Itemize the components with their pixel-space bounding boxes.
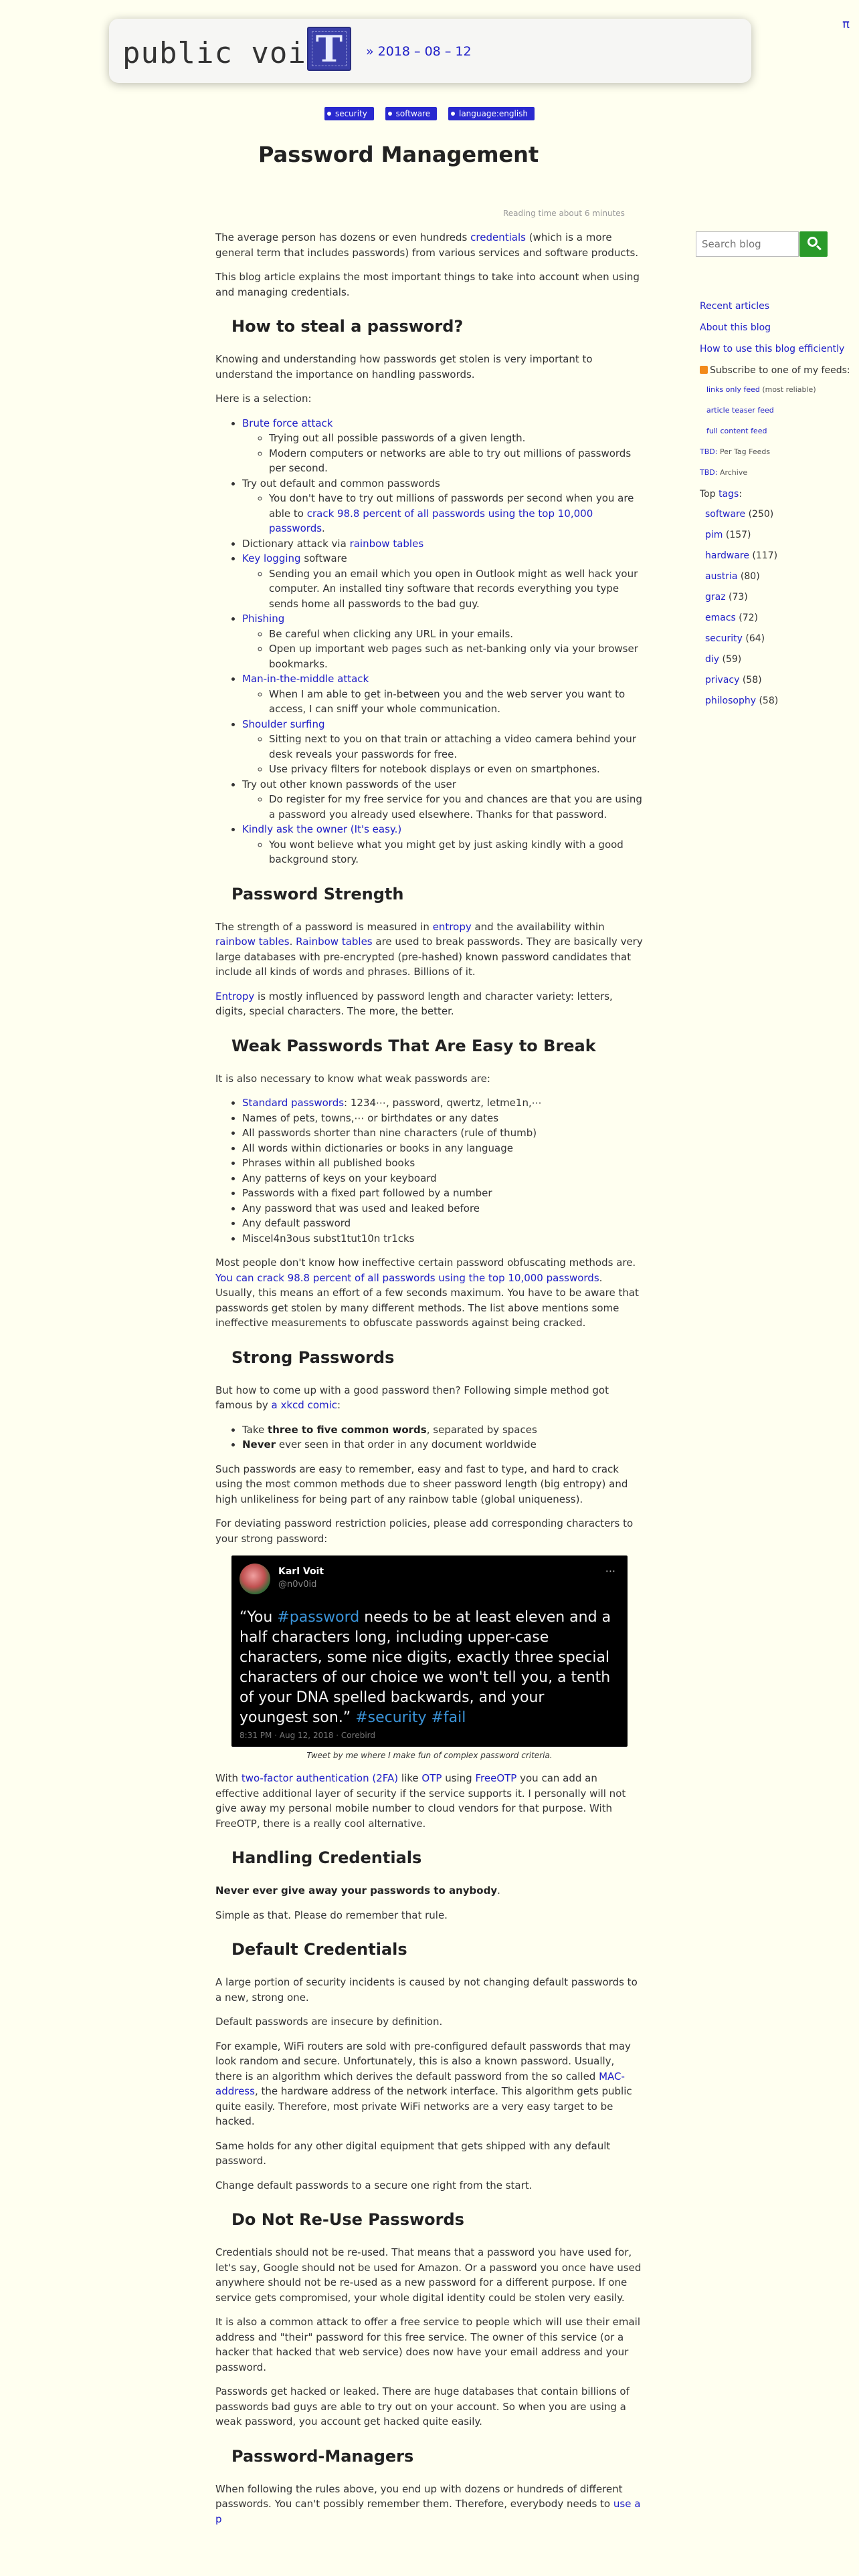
top-tag-item <box>705 695 859 706</box>
top-tag-link-philosophy[interactable]: philosophy <box>705 695 757 706</box>
list-item: • Key logging software ◦ Sending you an email which you open in Outlook might as well hack your computer. An installed tiny software that records everything you type sends home all passwords to the bad guy. <box>242 551 644 611</box>
site-logo-icon[interactable]: T <box>307 27 351 71</box>
list-item: • Standard passwords: 1234⋯, password, qwertz, letme1n,⋯ <box>242 1095 644 1111</box>
heading-weak-passwords: Weak Passwords That Are Easy to Break <box>231 1036 596 1055</box>
list-item: ◦ You wont believe what you might get by just asking kindly with a good background story. <box>269 837 644 867</box>
feed-full-content-link[interactable]: full content feed <box>706 427 767 435</box>
article-tags <box>0 107 859 120</box>
top-tag-link-austria[interactable]: austria <box>705 571 738 582</box>
list-item: ◦ Open up important web pages such as net-banking only via your browser bookmarks. <box>269 641 644 671</box>
site-logo-text[interactable]: public voi <box>122 36 306 70</box>
search-button[interactable] <box>799 231 828 257</box>
tweet-caption: Tweet by me where I make fun of complex password criteria. <box>306 1751 553 1760</box>
default-paragraph-5: Change default passwords to a secure one right from the start. <box>215 2179 533 2191</box>
otp-link[interactable]: OTP <box>421 1772 442 1784</box>
top-tag-count: (59) <box>722 654 742 665</box>
more-options-icon[interactable]: ··· <box>605 1565 615 1578</box>
heading-default-credentials: Default Credentials <box>231 1940 407 1959</box>
mac-address-link[interactable]: MAC-address <box>215 2070 625 2097</box>
list-item: • Try out other known passwords of the user ◦ Do register for my free service for you and chances are that you are using a password you already used elsewhere. Thanks for that password. <box>242 777 644 823</box>
default-paragraph-1: A large portion of security incidents is caused by not changing default passwords to a new, strong one. <box>215 1976 638 2004</box>
top-tags-link[interactable]: tags <box>719 489 739 500</box>
list-item <box>242 671 644 717</box>
hashtag-security[interactable]: #security <box>355 1709 427 1726</box>
list-item: ◦ When I am able to get in-between you and the web server you want to access, I can sniff your whole communication. <box>269 687 644 717</box>
sidebar-recent-articles[interactable]: Recent articles <box>700 301 770 312</box>
tbd-per-tag-feeds: TBD: Per Tag Feeds <box>700 447 771 456</box>
reading-time: Reading time about 6 minutes <box>503 209 625 218</box>
list-item: ◦ Be careful when clicking any URL in your emails. <box>269 627 644 642</box>
page-title: Password Management <box>258 142 539 167</box>
brute-force-link[interactable]: Brute force attack <box>242 417 333 429</box>
top-tag-item <box>705 571 859 582</box>
weak-paragraph-2: Most people don't know how ineffective certain password obfuscating methods are. You can crack 98.8 percent of all passwords using the top 10,000 passwords. Usually, this means an effort of a few seconds maximum. You have to be aware that passwords get stolen by many different methods. The list above mentions some ineffective measurements to obfuscate passwords against being cracked. <box>215 1257 639 1329</box>
heading-password-managers: Password-Managers <box>231 2446 414 2466</box>
list-item: • Any default password <box>242 1216 644 1231</box>
top-tag-link-privacy[interactable]: privacy <box>705 675 740 685</box>
top-tag-count: (72) <box>739 613 759 623</box>
top-tag-count: (157) <box>725 530 751 540</box>
top-tag-count: (117) <box>752 550 778 561</box>
feed-note: (most reliable) <box>759 385 816 394</box>
heading-password-strength: Password Strength <box>231 884 404 903</box>
tweet-timestamp: 8:31 PM · Aug 12, 2018 · Corebird <box>240 1731 375 1740</box>
list-item <box>242 717 644 777</box>
handling-paragraph-1: Never ever give away your passwords to anybody. <box>215 1885 500 1897</box>
rss-icon <box>700 366 708 374</box>
sidebar-how-to-use[interactable]: How to use this blog efficiently <box>700 344 845 354</box>
top-tag-count: (73) <box>729 592 748 603</box>
subscribe-text: Subscribe to one of my feeds: <box>710 365 850 376</box>
feed-article-teaser-link[interactable]: article teaser feed <box>706 406 774 415</box>
feed-links-only <box>706 385 859 394</box>
list-item <box>242 822 644 867</box>
reuse-paragraph-2: It is also a common attack to offer a free service to people which will use their email address and "their" password for this free service. The owner of this service (or a hacker that hacked that web service) does now have your email address and your password. <box>215 2316 641 2373</box>
use-password-manager-link[interactable]: use a p <box>215 2498 641 2525</box>
weak-password-list <box>215 1095 644 1246</box>
attack-list <box>215 416 644 867</box>
top-tag-count: (250) <box>748 509 774 520</box>
top-tag-link-security[interactable]: security <box>705 633 743 644</box>
shoulder-surfing-link[interactable]: Shoulder surfing <box>242 718 325 730</box>
list-item: • Phrases within all published books <box>242 1156 644 1171</box>
xkcd-link[interactable]: a xkcd comic <box>271 1399 338 1411</box>
list-item: ◦ Use privacy filters for notebook displays or even on smartphones. <box>269 762 644 777</box>
tweet-author-handle: @n0v0id <box>278 1580 317 1590</box>
list-item: • Dictionary attack via rainbow tables <box>242 536 644 552</box>
list-item: ◦ Sitting next to you on that train or attaching a video camera behind your desk reveals your passwords for free. <box>269 732 644 762</box>
tag-software[interactable]: software <box>385 107 438 120</box>
steal-paragraph-2: Here is a selection: <box>215 393 312 405</box>
entropy-link[interactable]: entropy <box>432 920 472 933</box>
sidebar <box>700 301 859 716</box>
list-item: • All passwords shorter than nine characters (rule of thumb) <box>242 1125 644 1141</box>
reuse-paragraph-1: Credentials should not be re-used. That means that a password you have used for, let's say, Google should not be used for Amazon. Or a password you once have used anywhere should not be re-used as a new password for a different purpose. If one service gets compromised, your whole digital identity could be stolen very easily. <box>215 2246 642 2304</box>
strong-paragraph-4: With two-factor authentication (2FA) like OTP using FreeOTP you can add an effective additional layer of security if the service supports it. I personally will not give away my personal mobile number to cloud vendors for that purpose. With FreeOTP, there is a really cool alternative. <box>215 1772 626 1830</box>
list-item: • Any password that was used and leaked before <box>242 1201 644 1216</box>
list-item: ◦ Do register for my free service for you and chances are that you are using a password you already used elsewhere. Thanks for that password. <box>269 792 644 822</box>
subscribe-block <box>700 365 859 376</box>
standard-passwords-link[interactable]: Standard passwords <box>242 1097 345 1109</box>
list-item: ◦ Modern computers or networks are able to try out millions of passwords per second. <box>269 446 644 476</box>
top-tag-link-diy[interactable]: diy <box>705 654 720 665</box>
top-tag-item <box>705 550 859 561</box>
default-paragraph-3: For example, WiFi routers are sold with pre-configured default passwords that may look random and secure. Unfortunately, this is also a known password. Usually, there is an algorithm which derives the default password from the so called MAC-address, the hardware address of the network interface. This algorithm gets public quite easily. Therefore, most private WiFi networks are a very easy target to be hacked. <box>215 2040 632 2127</box>
hashtag-fail[interactable]: #fail <box>431 1709 466 1726</box>
top-tag-item <box>705 592 859 603</box>
strong-paragraph-3: For deviating password restriction policies, please add corresponding characters to your strong password: <box>215 1517 634 1545</box>
heading-handling-credentials: Handling Credentials <box>231 1848 422 1867</box>
rainbow-tables-link-3[interactable]: Rainbow tables <box>296 936 373 948</box>
tweet-text: “You #password needs to be at least eleven and a half characters long, including upper-case characters, some nice digits, exactly three special characters of our choice we won't tell you, a tenth of your DNA spelled backwards, and your youngest son.” #security #fail <box>240 1609 611 1726</box>
reuse-paragraph-3: Passwords get hacked or leaked. There are huge databases that contain billions of passwords bad guys are able to try out on your account. So when you are using a weak password, you account get hacked quite easily. <box>215 2385 630 2428</box>
top-tag-count: (58) <box>742 675 762 685</box>
freeotp-link[interactable]: FreeOTP <box>475 1772 517 1784</box>
top-tag-count: (80) <box>740 571 760 582</box>
strong-paragraph-1: But how to come up with a good password then? Following simple method got famous by a xkcd comic: <box>215 1384 609 1411</box>
top-tag-link-emacs[interactable]: emacs <box>705 613 736 623</box>
tag-security[interactable]: security <box>324 107 374 120</box>
top-tag-item <box>705 613 859 623</box>
default-paragraph-4: Same holds for any other digital equipment that gets shipped with any default password. <box>215 2139 611 2167</box>
strong-password-list <box>215 1422 644 1453</box>
top-tag-link-pim[interactable]: pim <box>705 530 723 540</box>
top-tag-link-hardware[interactable]: hardware <box>705 550 749 561</box>
key-logging-link[interactable]: Key logging <box>242 552 301 564</box>
list-item <box>242 611 644 671</box>
top-tag-count: (64) <box>745 633 765 644</box>
article-body <box>215 230 644 2536</box>
phishing-link[interactable]: Phishing <box>242 613 285 625</box>
top-tags-list <box>705 509 859 706</box>
mitm-link[interactable]: Man-in-the-middle attack <box>242 673 369 685</box>
top-tag-item <box>705 633 859 644</box>
sidebar-about-blog[interactable]: About this blog <box>700 322 771 333</box>
list-item: • Take three to five common words, separated by spaces <box>242 1422 644 1438</box>
weak-paragraph-1: It is also necessary to know what weak passwords are: <box>215 1072 490 1085</box>
header-card <box>109 19 751 83</box>
strong-paragraph-2: Such passwords are easy to remember, easy and fast to type, and hard to crack using the most common methods due to sheer password length (big entropy) and high unlikeliness for being part of any rainbow table (global uniqueness). <box>215 1463 628 1505</box>
credentials-link[interactable]: credentials <box>470 231 526 243</box>
tbd-archive-link[interactable]: TBD: <box>700 468 718 477</box>
entropy-link-2[interactable]: Entropy <box>215 990 255 1002</box>
strength-paragraph-2: Entropy is mostly influenced by password length and character variety: letters, digits, special characters. The more, the better. <box>215 990 613 1017</box>
strength-paragraph-1: The strength of a password is measured in entropy and the availability within rainbow tables. Rainbow tables are used to break passwords. They are basically very large databases with pre-encrypted (pre-hashed) known password candidates that include all kinds of words and phrases. Billions of it. <box>215 920 643 978</box>
top-tag-link-graz[interactable]: graz <box>705 592 726 603</box>
list-item: ◦ You don't have to try out millions of passwords per second when you are able to crack 98.8 percent of all passwords using the top 10,000 passwords. <box>269 491 644 536</box>
avatar <box>240 1564 270 1594</box>
list-item: • Try out default and common passwords ◦ You don't have to try out millions of passwords per second when you are able to crack 98.8 percent of all passwords using the top 10,000 passwords. <box>242 476 644 536</box>
tweet-author-name: Karl Voit <box>278 1566 324 1577</box>
intro-paragraph-1: The average person has dozens or even hundreds credentials (which is a more general term that includes passwords) from various services and software products. <box>215 231 639 259</box>
crack-98-link[interactable]: crack 98.8 percent of all passwords using the top 10,000 passwords <box>269 507 593 534</box>
tag-language-english[interactable]: language:english <box>448 107 535 120</box>
hashtag-password[interactable]: #password <box>277 1609 360 1626</box>
list-item: • Any patterns of keys on your keyboard <box>242 1171 644 1186</box>
corner-pi-link[interactable]: π <box>842 17 850 31</box>
feed-links-only-link[interactable]: links only feed <box>706 385 760 394</box>
crack-98-link-2[interactable]: You can crack 98.8 percent of all passwords using the top 10,000 passwords <box>215 1271 599 1284</box>
tweet-embed[interactable] <box>231 1555 628 1747</box>
2fa-link[interactable]: two-factor authentication (2FA) <box>241 1772 399 1784</box>
tbd-per-tag-link[interactable]: TBD: <box>700 447 718 456</box>
handling-paragraph-2: Simple as that. Please do remember that rule. <box>215 1909 448 1921</box>
list-item: • All words within dictionaries or books in any language <box>242 1141 644 1156</box>
tbd-archive: TBD: Archive <box>700 468 748 477</box>
search-icon <box>807 237 818 247</box>
feed-full-content <box>706 427 859 435</box>
top-tag-item <box>705 509 859 520</box>
list-item: ◦ Trying out all possible passwords of a given length. <box>269 431 644 446</box>
top-tag-item <box>705 654 859 665</box>
feed-article-teaser <box>706 406 859 415</box>
heading-do-not-reuse: Do Not Re-Use Passwords <box>231 2210 464 2229</box>
steal-paragraph-1: Knowing and understanding how passwords get stolen is very important to understand the importance on handling passwords. <box>215 353 593 381</box>
default-paragraph-2: Default passwords are insecure by definition. <box>215 2016 443 2028</box>
kindly-ask-link[interactable]: Kindly ask the owner (It's easy.) <box>242 823 402 835</box>
top-tags-label: Top tags: <box>700 489 743 500</box>
list-item: • Passwords with a fixed part followed by a number <box>242 1186 644 1201</box>
heading-strong-passwords: Strong Passwords <box>231 1348 395 1367</box>
list-item: • Never ever seen in that order in any document worldwide <box>242 1437 644 1453</box>
article-date-link[interactable]: » 2018 – 08 – 12 <box>366 44 472 59</box>
list-item: • Miscel4n3ous subst1tut10n tr1cks <box>242 1231 644 1247</box>
managers-paragraph-1: When following the rules above, you end up with dozens or hundreds of different passwords. You can't possibly remember them. Therefore, everybody needs to use a p <box>215 2482 641 2525</box>
top-tag-link-software[interactable]: software <box>705 509 746 520</box>
search-input[interactable] <box>696 231 799 257</box>
list-item <box>242 416 644 476</box>
list-item: • Names of pets, towns,⋯ or birthdates or any dates <box>242 1111 644 1126</box>
intro-paragraph-2: This blog article explains the most important things to take into account when using and managing credentials. <box>215 271 640 298</box>
top-tag-count: (58) <box>759 695 779 706</box>
list-item: ◦ Sending you an email which you open in Outlook might as well hack your computer. An installed tiny software that records everything you type sends home all passwords to the bad guy. <box>269 566 644 612</box>
top-tag-item <box>705 675 859 685</box>
rainbow-tables-link[interactable]: rainbow tables <box>349 537 424 550</box>
rainbow-tables-link-2[interactable]: rainbow tables <box>215 936 290 948</box>
heading-how-to-steal: How to steal a password? <box>231 317 464 336</box>
top-tag-item <box>705 530 859 540</box>
